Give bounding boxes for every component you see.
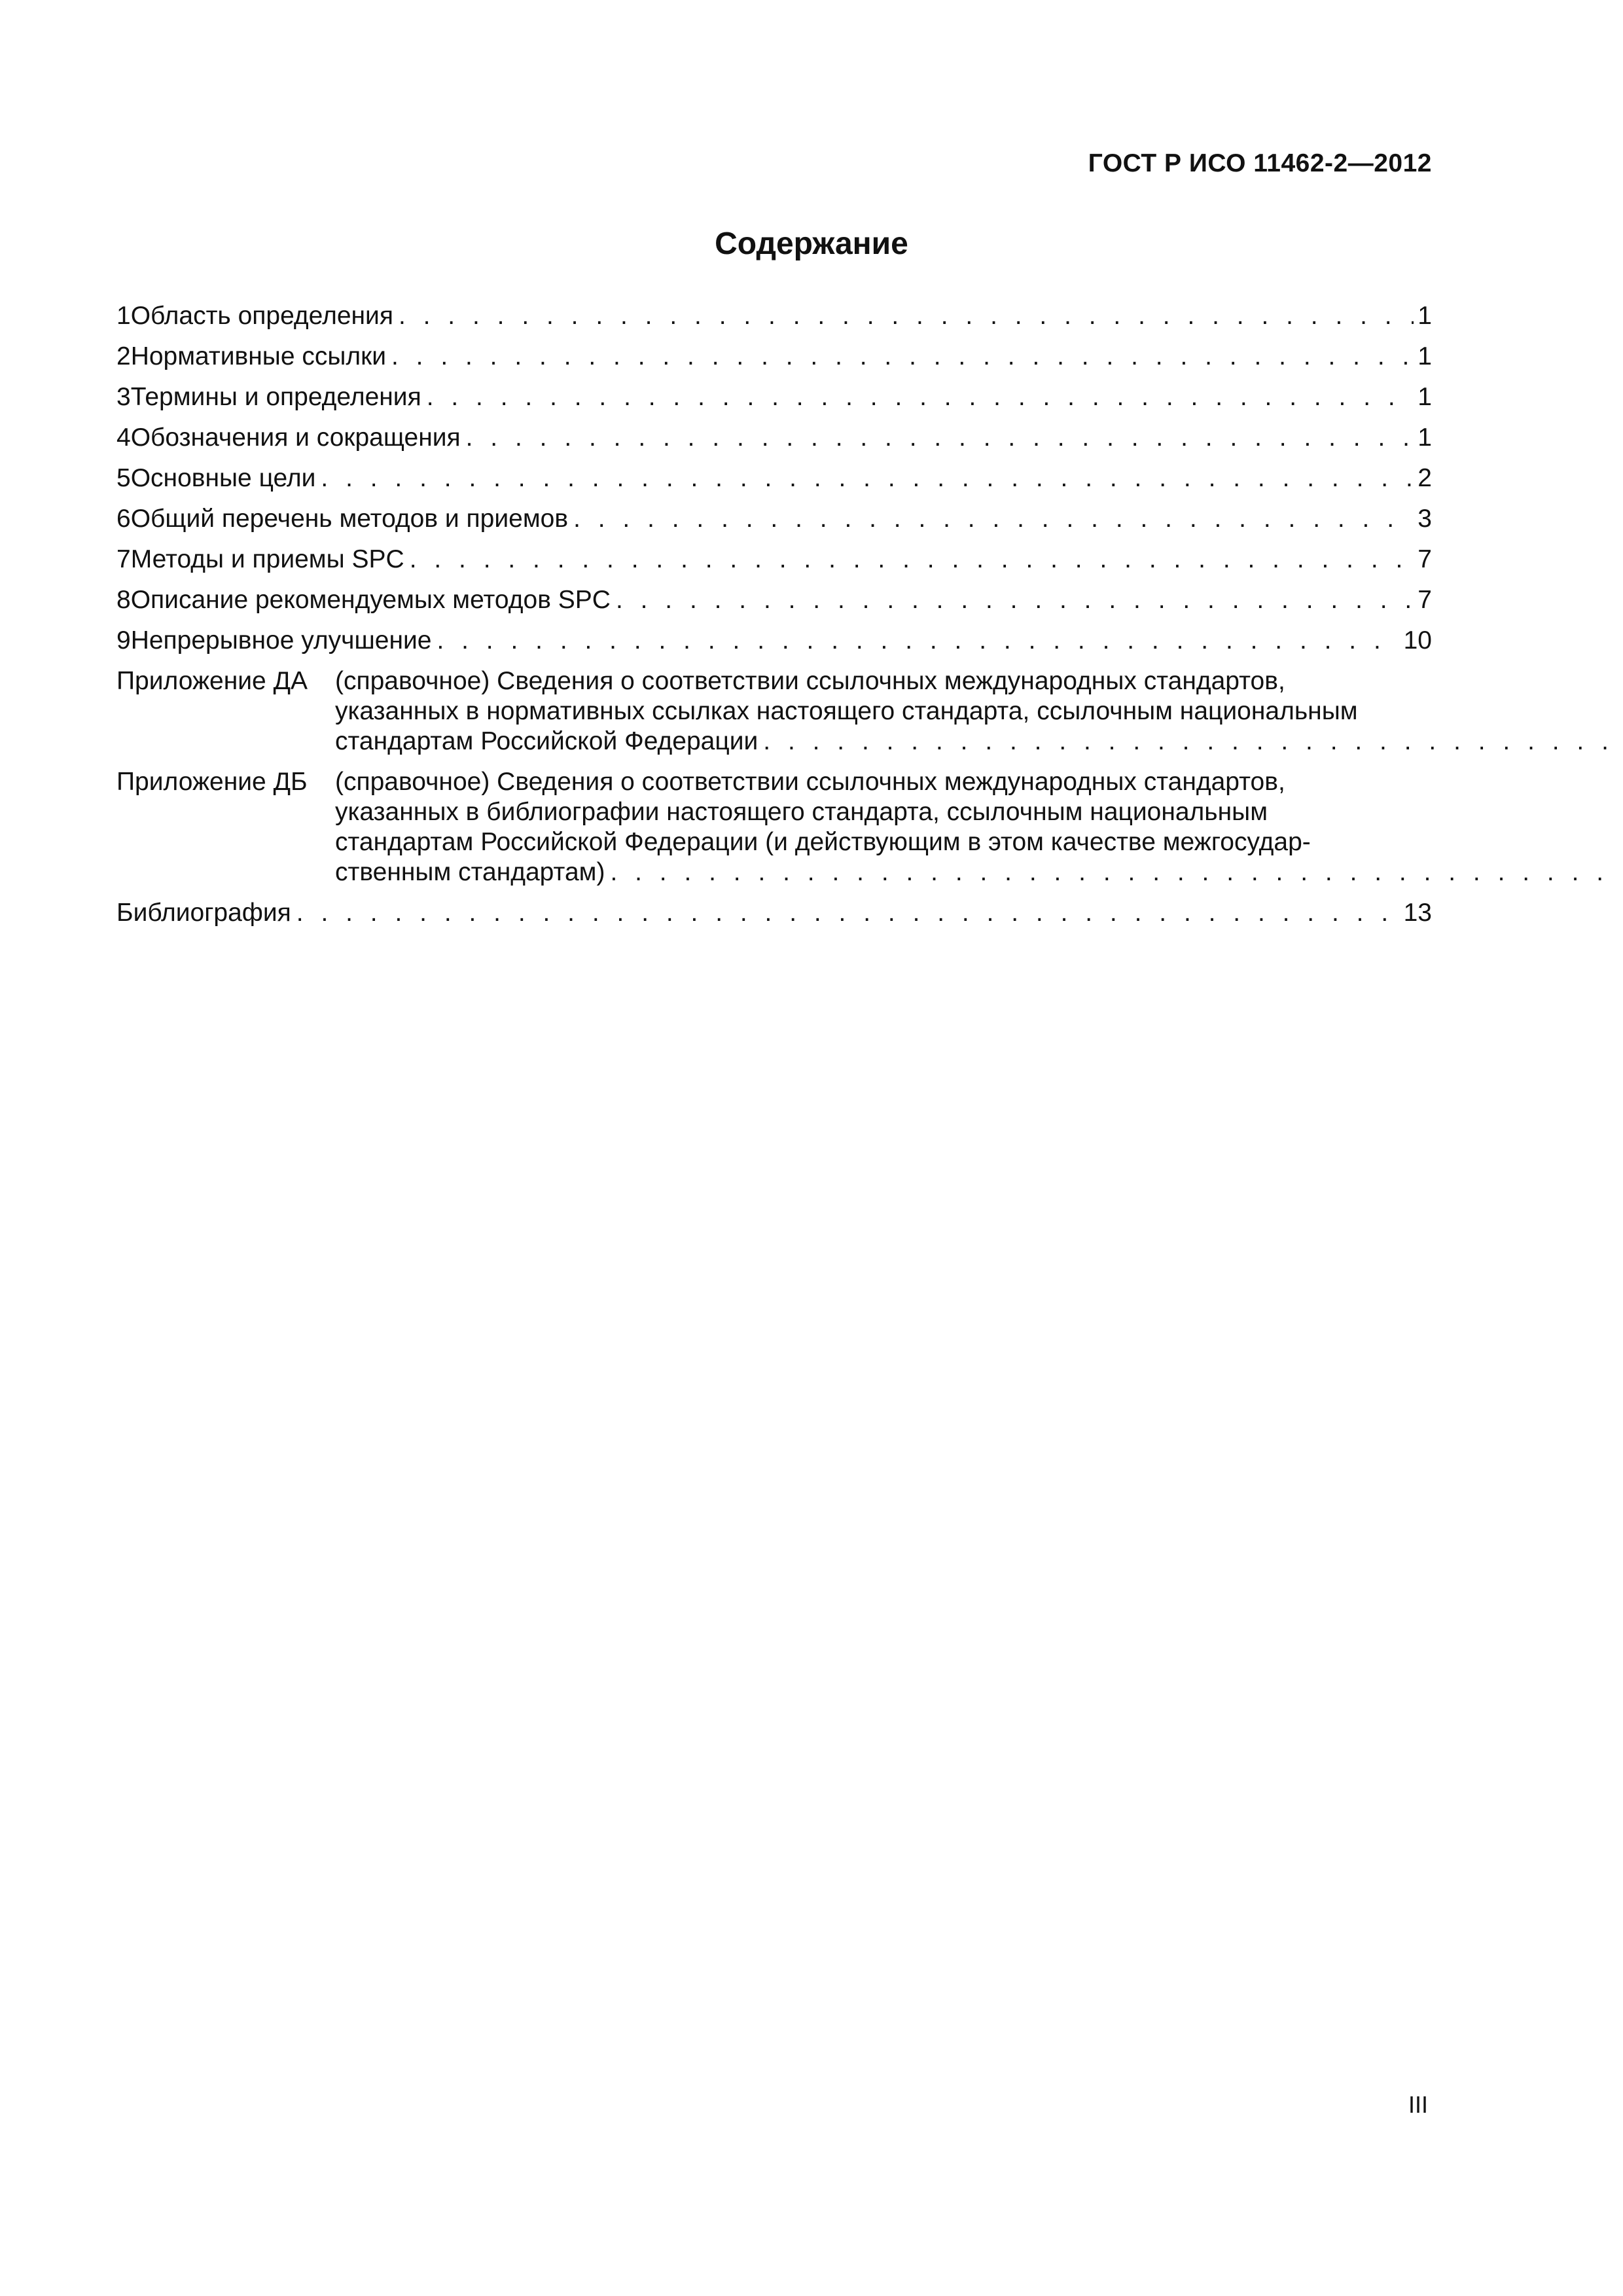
toc-entry-2[interactable] <box>116 342 1432 372</box>
dot-leader <box>296 898 1400 928</box>
toc-entry-1[interactable] <box>116 301 1432 331</box>
toc-entry-number: 8 <box>116 586 131 614</box>
toc-entry-6[interactable] <box>116 504 1432 534</box>
toc-entry-5[interactable] <box>116 463 1432 493</box>
page-number: III <box>1408 2091 1428 2118</box>
toc-entry-label: Основные цели <box>130 464 316 492</box>
toc-entry-page: 7 <box>1418 545 1432 573</box>
toc-entry-number: 7 <box>116 545 131 573</box>
toc-entry-label: Описание рекомендуемых методов SPC <box>130 586 611 614</box>
toc-entry-label: Нормативные ссылки <box>130 342 386 370</box>
toc-entry-label: Область определения <box>130 302 393 330</box>
annex-text-line: (справочное) Сведения о соответствии ссылочных международных стандартов, <box>335 667 1285 695</box>
dot-leader <box>616 585 1414 615</box>
toc-entry-number: 6 <box>116 505 131 533</box>
toc-entry-number: 3 <box>116 383 131 411</box>
toc-entry-label: Непрерывное улучшение <box>130 626 432 655</box>
dot-leader <box>763 726 1623 757</box>
toc-entry-4[interactable] <box>116 423 1432 453</box>
dot-leader <box>466 423 1414 453</box>
toc-entry-number: 9 <box>116 626 131 655</box>
annex-text-line: стандартам Российской Федерации (и действующим в этом качестве межгосудар- <box>335 828 1311 856</box>
toc-entry-7[interactable] <box>116 545 1432 575</box>
dot-leader <box>610 857 1623 888</box>
toc-entry-page: 1 <box>1418 383 1432 411</box>
toc-entry-page: 10 <box>1403 626 1432 655</box>
toc-entry-9[interactable] <box>116 626 1432 656</box>
dot-leader <box>410 545 1414 575</box>
annex-label: Приложение ДБ <box>116 768 308 796</box>
toc-entry-page: 13 <box>1403 899 1432 927</box>
dot-leader <box>427 382 1414 412</box>
toc-entry-label: Библиография <box>116 899 291 927</box>
toc-entry-page: 2 <box>1418 464 1432 492</box>
annex-last-line <box>335 726 1623 757</box>
annex-description <box>335 767 1623 888</box>
toc-entry-label: Методы и приемы SPC <box>130 545 404 573</box>
toc-entry-page: 3 <box>1418 505 1432 533</box>
toc-entry-label: Общий перечень методов и приемов <box>130 505 569 533</box>
annex-text-line: указанных в библиографии настоящего стандарта, ссылочным национальным <box>335 798 1268 826</box>
annex-label: Приложение ДА <box>116 667 308 695</box>
toc-entry-number: 5 <box>116 464 131 492</box>
annex-text-line: стандартам Российской Федерации <box>335 727 758 755</box>
toc-entry-label: Термины и определения <box>130 383 421 411</box>
annex-text-line: (справочное) Сведения о соответствии ссылочных международных стандартов, <box>335 768 1285 796</box>
dot-leader <box>399 301 1414 331</box>
document-code: ГОСТ Р ИСО 11462-2—2012 <box>1088 149 1432 177</box>
table-of-contents <box>116 301 1432 939</box>
toc-entry-page: 7 <box>1418 586 1432 614</box>
annex-text-line: ственным стандартам) <box>335 858 605 886</box>
toc-title: Содержание <box>715 226 908 261</box>
annex-text-line: указанных в нормативных ссылках настоящего стандарта, ссылочным национальным <box>335 697 1358 725</box>
dot-leader <box>573 504 1414 534</box>
dot-leader <box>321 463 1414 493</box>
annex-last-line <box>335 857 1623 888</box>
toc-annex-da[interactable] <box>116 666 1432 757</box>
toc-entry-page: 1 <box>1418 342 1432 370</box>
toc-entry-8[interactable] <box>116 585 1432 615</box>
toc-entry-label: Обозначения и сокращения <box>130 423 461 452</box>
toc-annex-db[interactable] <box>116 767 1432 888</box>
toc-entry-number: 4 <box>116 423 131 452</box>
toc-entry-number: 1 <box>116 302 131 330</box>
toc-entry-bibliography[interactable] <box>116 898 1432 928</box>
toc-entry-page: 1 <box>1418 423 1432 452</box>
annex-description <box>335 666 1623 757</box>
toc-entry-3[interactable] <box>116 382 1432 412</box>
toc-entry-page: 1 <box>1418 302 1432 330</box>
dot-leader <box>391 342 1414 372</box>
toc-entry-number: 2 <box>116 342 131 370</box>
dot-leader <box>437 626 1399 656</box>
